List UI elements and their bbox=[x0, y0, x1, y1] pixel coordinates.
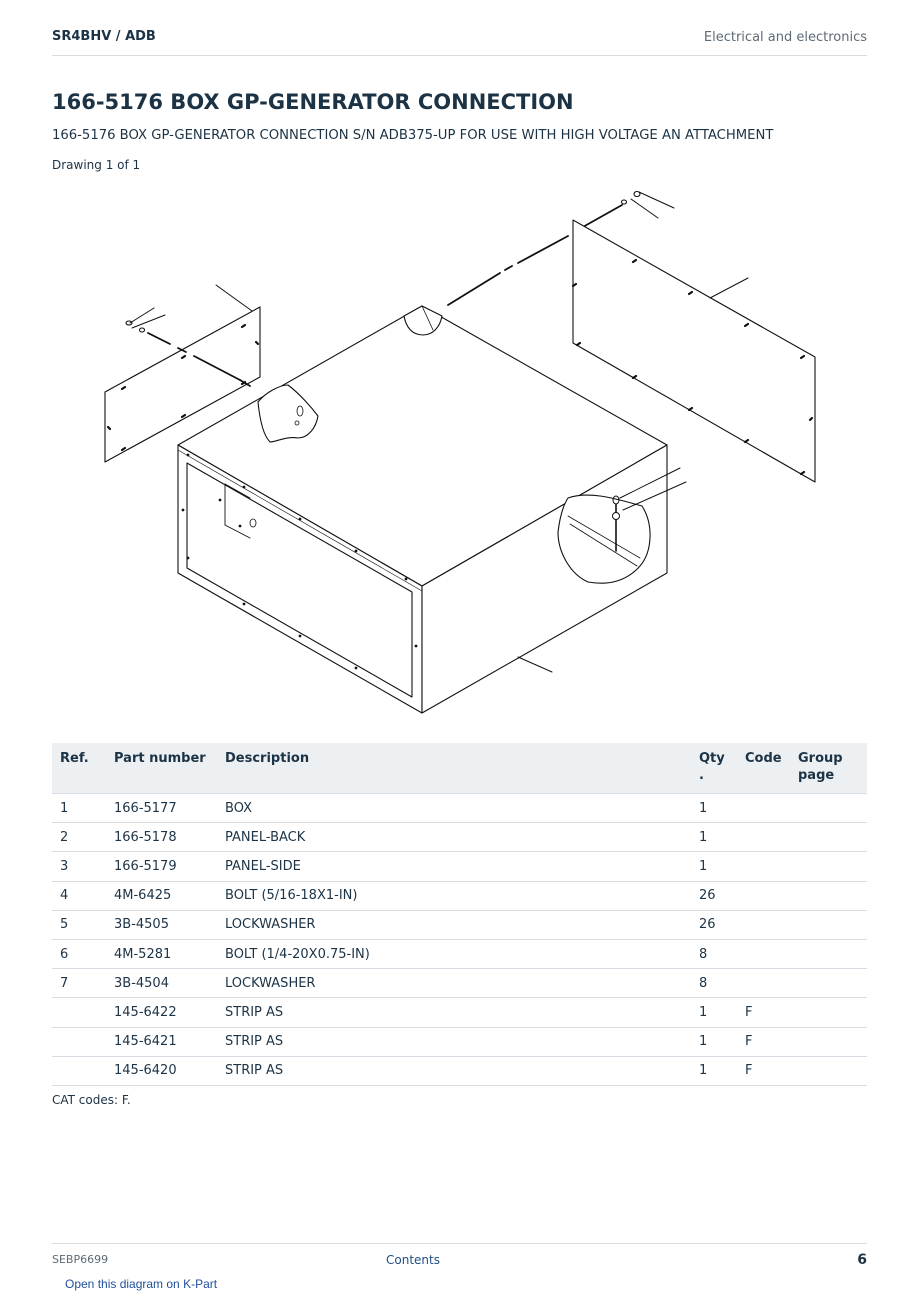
part-number-cell: 4M-5281 bbox=[106, 939, 217, 968]
col-ref-header: Ref. bbox=[52, 743, 106, 794]
col-part-number-header: Part number bbox=[106, 743, 217, 794]
qty-cell: 26 bbox=[691, 910, 737, 939]
description-cell: LOCKWASHER bbox=[217, 969, 691, 998]
qty-cell: 1 bbox=[691, 998, 737, 1027]
exploded-parts-drawing bbox=[90, 180, 830, 725]
ref-cell: 1 bbox=[52, 794, 106, 823]
part-number-cell: 3B-4505 bbox=[106, 910, 217, 939]
group-page-cell bbox=[790, 794, 867, 823]
description-cell: BOLT (1/4-20X0.75-IN) bbox=[217, 939, 691, 968]
part-number-cell: 166-5179 bbox=[106, 852, 217, 881]
description-cell: BOLT (5/16-18X1-IN) bbox=[217, 881, 691, 910]
qty-cell: 1 bbox=[691, 852, 737, 881]
part-number-cell: 4M-6425 bbox=[106, 881, 217, 910]
table-row bbox=[52, 910, 867, 939]
part-number-cell: 145-6421 bbox=[106, 1027, 217, 1056]
table-row bbox=[52, 794, 867, 823]
part-number-cell: 166-5177 bbox=[106, 794, 217, 823]
qty-cell: 1 bbox=[691, 823, 737, 852]
code-cell: F bbox=[737, 998, 790, 1027]
group-page-cell bbox=[790, 1056, 867, 1085]
part-number-cell: 145-6420 bbox=[106, 1056, 217, 1085]
open-kpart-link[interactable]: Open this diagram on K-Part bbox=[65, 1277, 218, 1291]
code-cell bbox=[737, 939, 790, 968]
ref-cell: 7 bbox=[52, 969, 106, 998]
header-divider bbox=[52, 55, 867, 56]
description-cell: STRIP AS bbox=[217, 1027, 691, 1056]
group-page-cell bbox=[790, 998, 867, 1027]
code-cell bbox=[737, 881, 790, 910]
qty-cell: 1 bbox=[691, 1056, 737, 1085]
code-cell: F bbox=[737, 1056, 790, 1085]
table-row bbox=[52, 969, 867, 998]
code-cell bbox=[737, 969, 790, 998]
group-page-cell bbox=[790, 969, 867, 998]
group-page-cell bbox=[790, 939, 867, 968]
page-number: 6 bbox=[857, 1252, 867, 1268]
qty-cell: 8 bbox=[691, 939, 737, 968]
group-page-cell bbox=[790, 1027, 867, 1056]
parts-table-header bbox=[52, 743, 867, 794]
ref-cell bbox=[52, 1056, 106, 1085]
group-page-cell bbox=[790, 852, 867, 881]
part-number-cell: 145-6422 bbox=[106, 998, 217, 1027]
cat-codes-note: CAT codes: F. bbox=[52, 1093, 131, 1107]
document-number: SEBP6699 bbox=[52, 1253, 109, 1266]
col-code-header: Code bbox=[737, 743, 790, 794]
qty-cell: 8 bbox=[691, 969, 737, 998]
group-page-cell bbox=[790, 910, 867, 939]
description-cell: LOCKWASHER bbox=[217, 910, 691, 939]
code-cell: F bbox=[737, 1027, 790, 1056]
part-number-cell: 166-5178 bbox=[106, 823, 217, 852]
breadcrumb: SR4BHV / ADB bbox=[52, 29, 156, 44]
ref-cell: 4 bbox=[52, 881, 106, 910]
ref-cell: 2 bbox=[52, 823, 106, 852]
footer-divider bbox=[52, 1243, 867, 1244]
table-row bbox=[52, 1027, 867, 1056]
code-cell bbox=[737, 823, 790, 852]
qty-cell: 26 bbox=[691, 881, 737, 910]
description-cell: PANEL-BACK bbox=[217, 823, 691, 852]
group-page-cell bbox=[790, 881, 867, 910]
parts-table bbox=[52, 743, 867, 1086]
description-cell: PANEL-SIDE bbox=[217, 852, 691, 881]
ref-cell: 6 bbox=[52, 939, 106, 968]
qty-cell: 1 bbox=[691, 794, 737, 823]
section-name: Electrical and electronics bbox=[703, 30, 867, 45]
table-row bbox=[52, 823, 867, 852]
contents-link[interactable]: Contents bbox=[386, 1253, 440, 1267]
description-cell: STRIP AS bbox=[217, 1056, 691, 1085]
table-row bbox=[52, 939, 867, 968]
ref-cell bbox=[52, 1027, 106, 1056]
ref-cell: 3 bbox=[52, 852, 106, 881]
col-qty-header: Qty . bbox=[691, 743, 737, 794]
ref-cell: 5 bbox=[52, 910, 106, 939]
col-group-page-header: Group page bbox=[790, 743, 867, 794]
ref-cell bbox=[52, 998, 106, 1027]
code-cell bbox=[737, 852, 790, 881]
part-number-cell: 3B-4504 bbox=[106, 969, 217, 998]
code-cell bbox=[737, 910, 790, 939]
description-cell: STRIP AS bbox=[217, 998, 691, 1027]
table-row bbox=[52, 852, 867, 881]
table-row bbox=[52, 1056, 867, 1085]
col-description-header: Description bbox=[217, 743, 691, 794]
description-cell: BOX bbox=[217, 794, 691, 823]
code-cell bbox=[737, 794, 790, 823]
page-subtitle: 166-5176 BOX GP-GENERATOR CONNECTION S/N ADB375-UP FOR USE WITH HIGH VOLTAGE AN ATTACHMENT bbox=[52, 128, 774, 143]
drawing-count: Drawing 1 of 1 bbox=[52, 158, 141, 172]
qty-cell: 1 bbox=[691, 1027, 737, 1056]
page-title: 166-5176 BOX GP-GENERATOR CONNECTION bbox=[52, 90, 574, 114]
table-row bbox=[52, 998, 867, 1027]
group-page-cell bbox=[790, 823, 867, 852]
table-row bbox=[52, 881, 867, 910]
